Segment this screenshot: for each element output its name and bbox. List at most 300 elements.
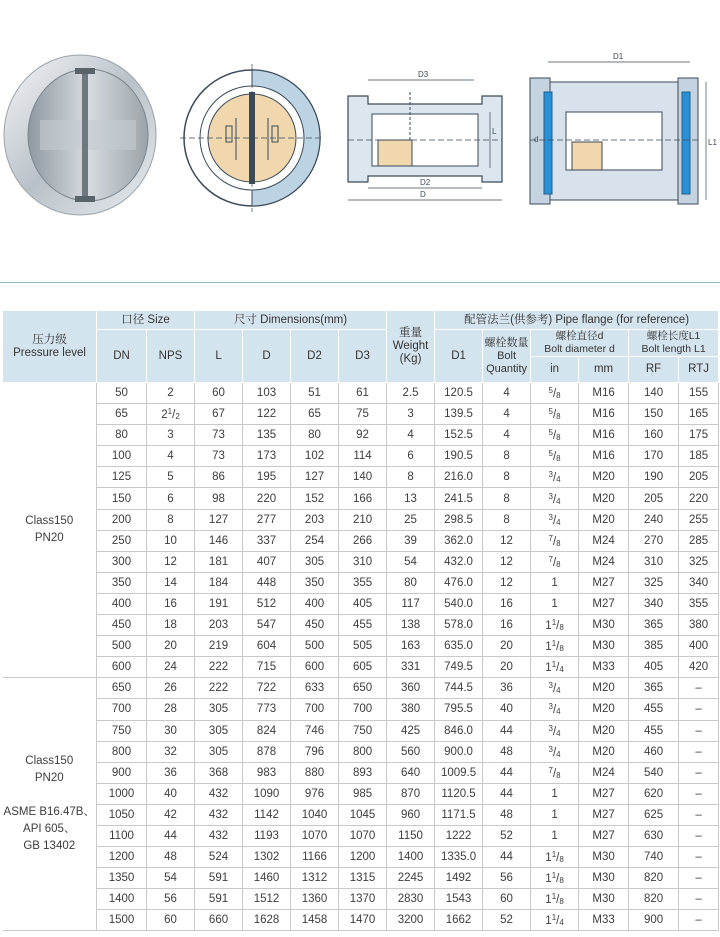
table-body [3,383,719,931]
cell-nps: 14 [147,572,195,593]
cell-d3: 61 [339,383,387,404]
cell-nps: 18 [147,615,195,636]
cell-in: $^5/_8$ [531,425,579,446]
cell-rtj: – [679,762,719,783]
cell-rtj: 420 [679,657,719,678]
header-d3: D3 [339,330,387,383]
in-num: 1 [551,913,557,923]
cell-rtj: – [679,678,719,699]
cell-rf: 240 [629,509,679,530]
cell-d: 773 [243,699,291,720]
in-den: 4 [559,665,564,675]
cell-d: 715 [243,657,291,678]
cell-mm: M20 [579,678,629,699]
cell-dn: 1400 [97,889,147,910]
in-den: 8 [559,876,564,886]
cell-d1: 1120.5 [435,783,483,804]
header-d: D [243,330,291,383]
cell-rtj: – [679,783,719,804]
cell-d3: 92 [339,425,387,446]
header-bolt-diameter: 螺栓直径d Bolt diameter d [531,330,629,357]
cell-nps: 60 [147,910,195,931]
cell-mm: M16 [579,446,629,467]
cell-d: 195 [243,467,291,488]
cell-mm: M24 [579,762,629,783]
header-rf: RF [629,357,679,383]
cell-qty: 48 [483,804,531,825]
header-mm: mm [579,357,629,383]
cell-in: $^3/_4$ [531,467,579,488]
header-pressure-level: 压力级 Pressure level [3,311,97,383]
cell-qty: 52 [483,910,531,931]
in-num: 7 [548,554,553,564]
cell-rf: 325 [629,572,679,593]
cell-w: 163 [387,636,435,657]
cell-d: 448 [243,572,291,593]
cell-d2: 203 [291,509,339,530]
header-dn: DN [97,330,147,383]
cell-in: $^3/_4$ [531,488,579,509]
cell-d3: 700 [339,699,387,720]
cell-d: 135 [243,425,291,446]
table-row [3,762,719,783]
label-bolt-d: d [534,135,539,144]
in-den: 4 [556,749,561,759]
header-l: L [195,330,243,383]
cell-d: 1512 [243,889,291,910]
cell-l: 73 [195,425,243,446]
in-den: 8 [559,897,564,907]
in-whole: 1 [545,662,552,675]
cell-mm: M20 [579,467,629,488]
cell-rf: 900 [629,910,679,931]
cell-in: $1^1/_8$ [531,615,579,636]
cell-d3: 605 [339,657,387,678]
cell-rf: 625 [629,804,679,825]
pressure-level-label: Class150 PN20 [25,515,74,545]
table-row [3,868,719,889]
cell-d2: 1458 [291,910,339,931]
cell-d3: 75 [339,404,387,425]
cell-in [531,804,579,825]
cell-w: 2.5 [387,383,435,404]
cell-qty: 12 [483,530,531,551]
cell-d3: 1470 [339,910,387,931]
cell-rf: 205 [629,488,679,509]
cell-d1: 1662 [435,910,483,931]
cell-l: 305 [195,699,243,720]
cell-w: 331 [387,657,435,678]
cell-dn: 750 [97,720,147,741]
cell-rtj: 340 [679,572,719,593]
cell-d1: 216.0 [435,467,483,488]
cell-in: $1^1/_8$ [531,868,579,889]
in-whole: 1 [545,620,552,633]
cell-rtj: – [679,720,719,741]
cell-mm: M33 [579,657,629,678]
cell-dn: 900 [97,762,147,783]
in-whole: 1 [545,873,552,886]
cell-w: 2830 [387,889,435,910]
cell-dn: 150 [97,488,147,509]
cell-qty: 8 [483,509,531,530]
cell-dn: 250 [97,530,147,551]
cell-d2: 633 [291,678,339,699]
cell-qty: 44 [483,762,531,783]
cell-d1: 1009.5 [435,762,483,783]
table-row [3,572,719,593]
cell-d1: 362.0 [435,530,483,551]
cell-mm: M20 [579,699,629,720]
in-num: 1 [551,618,557,628]
cell-d: 824 [243,720,291,741]
pressure-level-label: Class150 PN20 ASME B16.47B、 API 605、 GB 13402 [3,755,95,853]
cell-l: 591 [195,889,243,910]
in-den: 8 [556,538,561,548]
cell-mm: M27 [579,572,629,593]
cell-mm: M27 [579,825,629,846]
cell-l: 98 [195,488,243,509]
cell-rtj: – [679,825,719,846]
cell-d3: 405 [339,593,387,614]
cell-d2: 80 [291,425,339,446]
cell-nps: 16 [147,593,195,614]
cell-l: 73 [195,446,243,467]
cell-dn: 500 [97,636,147,657]
cell-dn: 1000 [97,783,147,804]
cell-rtj: 355 [679,593,719,614]
in-den: 4 [556,686,561,696]
cell-dn: 1050 [97,804,147,825]
cell-qty: 36 [483,678,531,699]
in-num: 5 [548,428,553,438]
cell-l: 305 [195,741,243,762]
in-den: 8 [556,559,561,569]
cell-w: 560 [387,741,435,762]
cell-d2: 450 [291,615,339,636]
cell-d3: 1315 [339,868,387,889]
cell-d2: 1312 [291,868,339,889]
installation-drawing [530,52,717,204]
in-den: 8 [556,391,561,401]
cell-dn: 200 [97,509,147,530]
cell-dn: 125 [97,467,147,488]
cell-dn: 1500 [97,910,147,931]
cell-d1: 432.0 [435,551,483,572]
table-row [3,488,719,509]
cell-d1: 120.5 [435,383,483,404]
cell-l: 524 [195,847,243,868]
cell-d3: 800 [339,741,387,762]
in-den: 8 [556,433,561,443]
valve-photo [4,55,156,215]
header-dimensions: 尺寸 Dimensions(mm) [195,311,387,330]
cell-l: 222 [195,657,243,678]
nps-den: 2 [175,412,180,422]
cell-dn: 700 [97,699,147,720]
cell-d3: 1200 [339,847,387,868]
cell-rtj: 165 [679,404,719,425]
cell-qty: 44 [483,720,531,741]
cell-w: 425 [387,720,435,741]
table-row [3,551,719,572]
cell-mm: M20 [579,741,629,762]
table-row [3,741,719,762]
table-row [3,467,719,488]
cell-w: 80 [387,572,435,593]
cell-in: $^3/_4$ [531,741,579,762]
in-num: 5 [548,407,553,417]
table-row [3,615,719,636]
label-l1: L1 [708,138,717,147]
in-num: 5 [548,386,553,396]
cell-d: 512 [243,593,291,614]
in-num: 3 [548,744,553,754]
cell-dn: 80 [97,425,147,446]
cell-l: 203 [195,615,243,636]
cell-in [531,783,579,804]
in-den: 8 [556,454,561,464]
cell-d: 1460 [243,868,291,889]
table-row [3,404,719,425]
in-den: 4 [556,728,561,738]
in-den: 8 [559,644,564,654]
cell-d3: 310 [339,551,387,572]
cell-in: $^3/_4$ [531,678,579,699]
cell-in: $^3/_4$ [531,699,579,720]
cell-mm: M27 [579,804,629,825]
cell-rtj: 325 [679,551,719,572]
cell-in: $^3/_4$ [531,720,579,741]
in-num: 5 [548,449,553,459]
cell-qty: 16 [483,593,531,614]
section-divider [0,282,720,283]
cell-d3: 650 [339,678,387,699]
header-bolt-quantity: 螺栓数量 Bolt Quantity [483,330,531,383]
cell-mm: M16 [579,425,629,446]
table-row [3,889,719,910]
cell-d1: 152.5 [435,425,483,446]
cell-d2: 976 [291,783,339,804]
cell-w: 1150 [387,825,435,846]
cell-l: 60 [195,383,243,404]
cell-l: 432 [195,783,243,804]
cell-rf: 340 [629,593,679,614]
cell-w: 960 [387,804,435,825]
header-in: in [531,357,579,383]
cell-qty: 4 [483,383,531,404]
cell-rtj: – [679,910,719,931]
in-den: 8 [556,770,561,780]
cell-mm: M30 [579,615,629,636]
cell-d1: 190.5 [435,446,483,467]
cell-nps: 30 [147,720,195,741]
header-bolt-length: 螺栓长度L1 Bolt length L1 [629,330,719,357]
table-row [3,847,719,868]
cell-rf: 140 [629,383,679,404]
cell-rtj: – [679,868,719,889]
cell-d1: 795.5 [435,699,483,720]
cell-d3: 1370 [339,889,387,910]
cell-d2: 1040 [291,804,339,825]
cell-dn: 1350 [97,868,147,889]
cell-d3: 210 [339,509,387,530]
cell-qty: 44 [483,783,531,804]
in-den: 8 [559,623,564,633]
cell-mm: M30 [579,847,629,868]
in-num: 3 [548,512,553,522]
cell-d1: 900.0 [435,741,483,762]
table-row [3,383,719,404]
cell-d1: 1171.5 [435,804,483,825]
cell-nps: 5 [147,467,195,488]
cell-rtj: 185 [679,446,719,467]
cell-in: $^5/_8$ [531,446,579,467]
cell-d2: 254 [291,530,339,551]
cell-qty: 20 [483,657,531,678]
cell-rf: 630 [629,825,679,846]
product-illustrations [0,0,720,240]
in-whole: 1 [551,830,558,843]
cell-nps: 6 [147,488,195,509]
cell-in [531,593,579,614]
cell-w: 640 [387,762,435,783]
cell-nps: 24 [147,657,195,678]
cell-d: 220 [243,488,291,509]
cell-d2: 127 [291,467,339,488]
in-whole: 1 [551,597,558,610]
in-num: 1 [551,639,557,649]
cell-l: 86 [195,467,243,488]
cell-rf: 160 [629,425,679,446]
cell-mm: M20 [579,509,629,530]
cell-rf: 620 [629,783,679,804]
cell-nps: 3 [147,425,195,446]
cell-in: $1^1/_8$ [531,636,579,657]
cell-nps: 40 [147,783,195,804]
cell-l: 127 [195,509,243,530]
table-row [3,657,719,678]
cell-nps: 20 [147,636,195,657]
cell-dn: 400 [97,593,147,614]
cell-mm: M16 [579,383,629,404]
cell-d: 547 [243,615,291,636]
in-whole: 1 [551,808,558,821]
cell-w: 4 [387,425,435,446]
cell-rtj: – [679,804,719,825]
cell-l: 181 [195,551,243,572]
cell-rf: 460 [629,741,679,762]
cell-rtj: 155 [679,383,719,404]
cell-in: $^5/_8$ [531,404,579,425]
cell-w: 138 [387,615,435,636]
cell-d: 277 [243,509,291,530]
in-den: 8 [556,412,561,422]
cell-qty: 16 [483,615,531,636]
cell-qty: 48 [483,741,531,762]
cell-rf: 270 [629,530,679,551]
table-row [3,425,719,446]
cell-dn: 65 [97,404,147,425]
cell-d2: 1360 [291,889,339,910]
cell-d2: 400 [291,593,339,614]
cell-d1: 139.5 [435,404,483,425]
cell-dn: 800 [97,741,147,762]
cell-rf: 310 [629,551,679,572]
cell-d: 103 [243,383,291,404]
cell-rtj: 205 [679,467,719,488]
cell-rtj: 255 [679,509,719,530]
cell-d3: 985 [339,783,387,804]
cell-l: 222 [195,678,243,699]
cell-d1: 1492 [435,868,483,889]
cell-d3: 1070 [339,825,387,846]
cell-rtj: 380 [679,615,719,636]
cell-dn: 1200 [97,847,147,868]
cell-d: 1302 [243,847,291,868]
cell-mm: M20 [579,488,629,509]
header-d1: D1 [435,330,483,383]
cell-l: 660 [195,910,243,931]
cell-d3: 355 [339,572,387,593]
cell-d2: 1166 [291,847,339,868]
cell-qty: 12 [483,551,531,572]
cell-rf: 150 [629,404,679,425]
cell-qty: 20 [483,636,531,657]
in-num: 1 [551,892,557,902]
cell-d2: 880 [291,762,339,783]
cell-w: 6 [387,446,435,467]
cell-nps: 32 [147,741,195,762]
cell-dn: 350 [97,572,147,593]
cell-in: $^7/_8$ [531,530,579,551]
cell-rtj: – [679,889,719,910]
header-pipe-flange: 配管法兰(供参考) Pipe flange (for reference) [435,311,719,330]
cell-d1: 846.0 [435,720,483,741]
cell-w: 3 [387,404,435,425]
in-num: 1 [551,850,557,860]
table-row [3,804,719,825]
cell-dn: 300 [97,551,147,572]
cell-rf: 820 [629,868,679,889]
cell-in: $1^1/_4$ [531,910,579,931]
cell-nps: 28 [147,699,195,720]
cell-in: $1^1/_8$ [531,847,579,868]
cell-nps: 54 [147,868,195,889]
cell-d3: 266 [339,530,387,551]
cell-d2: 102 [291,446,339,467]
cell-rtj: – [679,741,719,762]
cell-rf: 540 [629,762,679,783]
cell-d1: 1543 [435,889,483,910]
cell-d: 337 [243,530,291,551]
header-d2: D2 [291,330,339,383]
in-whole: 1 [545,852,552,865]
cell-rf: 455 [629,699,679,720]
in-num: 1 [551,660,557,670]
in-num: 3 [548,470,553,480]
cell-d1: 476.0 [435,572,483,593]
cell-d: 1090 [243,783,291,804]
cell-d2: 350 [291,572,339,593]
cell-mm: M30 [579,636,629,657]
cell-qty: 44 [483,847,531,868]
cell-in: $^5/_8$ [531,383,579,404]
cell-w: 2245 [387,868,435,889]
cell-l: 191 [195,593,243,614]
table-row [3,783,719,804]
cell-mm: M30 [579,889,629,910]
